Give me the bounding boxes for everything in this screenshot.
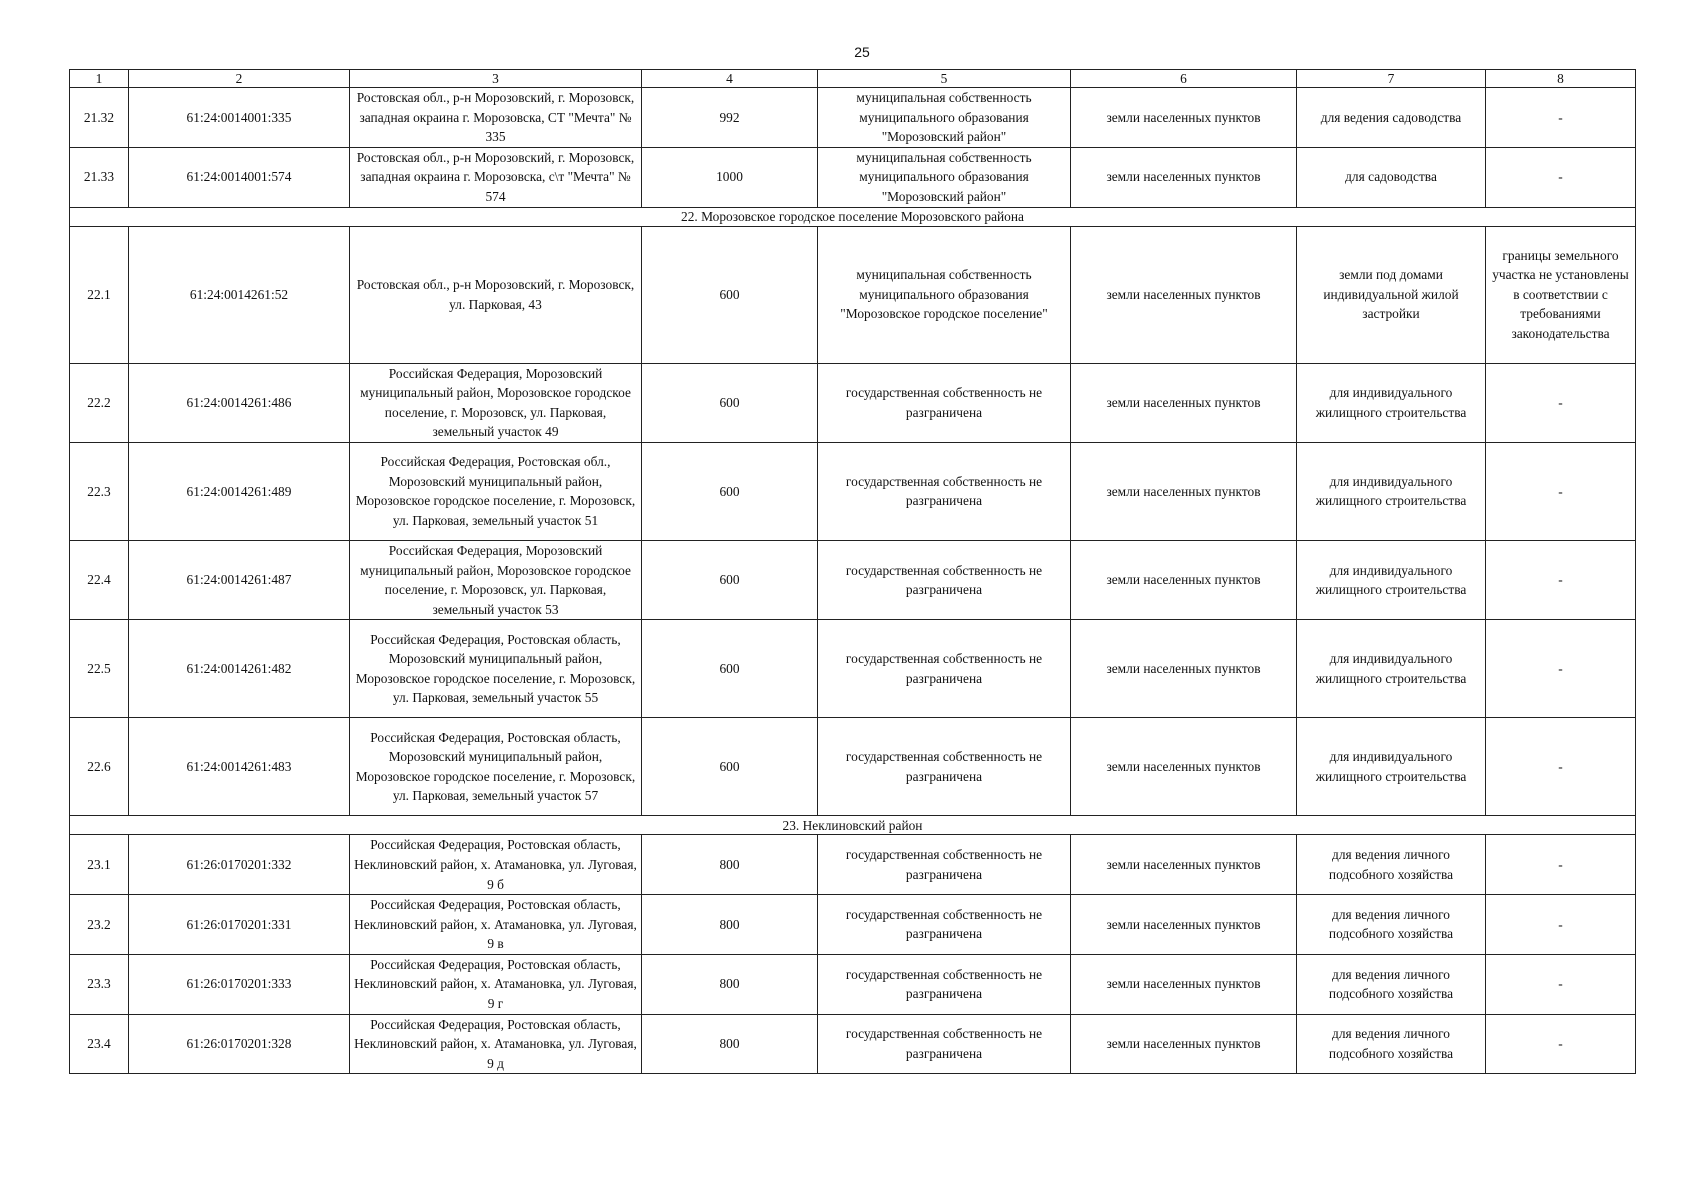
permitted-use-cell: для индивидуального жилищного строительства bbox=[1297, 718, 1486, 816]
area-cell: 992 bbox=[642, 88, 818, 148]
address-cell: Российская Федерация, Ростовская область, Морозовский муниципальный район, Морозовское городское поселение, г. Морозовск, ул. Парковая, земельный участок 57 bbox=[350, 718, 642, 816]
permitted-use-cell: для ведения личного подсобного хозяйства bbox=[1297, 954, 1486, 1014]
address-cell: Ростовская обл., р-н Морозовский, г. Морозовск, западная окраина г. Морозовска, с\т "Мечта" № 574 bbox=[350, 147, 642, 207]
notes-cell: - bbox=[1486, 895, 1636, 955]
ownership-cell: государственная собственность не разграничена bbox=[818, 363, 1071, 442]
permitted-use-cell: для индивидуального жилищного строительства bbox=[1297, 620, 1486, 718]
row-number-cell: 22.2 bbox=[70, 363, 129, 442]
land-category-cell: земли населенных пунктов bbox=[1071, 540, 1297, 619]
address-cell: Ростовская обл., р-н Морозовский, г. Морозовск, западная окраина г. Морозовска, СТ "Мечта" № 335 bbox=[350, 88, 642, 148]
cadastral-number-cell: 61:24:0014261:482 bbox=[129, 620, 350, 718]
area-cell: 600 bbox=[642, 620, 818, 718]
land-category-cell: земли населенных пунктов bbox=[1071, 442, 1297, 540]
table-row bbox=[70, 835, 1636, 895]
permitted-use-cell: для ведения личного подсобного хозяйства bbox=[1297, 835, 1486, 895]
area-cell: 1000 bbox=[642, 147, 818, 207]
permitted-use-cell: для ведения личного подсобного хозяйства bbox=[1297, 895, 1486, 955]
row-number-cell: 21.32 bbox=[70, 88, 129, 148]
permitted-use-cell: для ведения личного подсобного хозяйства bbox=[1297, 1014, 1486, 1074]
table-row bbox=[70, 1014, 1636, 1074]
table-row bbox=[70, 718, 1636, 816]
ownership-cell: государственная собственность не разграничена bbox=[818, 540, 1071, 619]
address-cell: Российская Федерация, Морозовский муниципальный район, Морозовское городское поселение, г. Морозовск, ул. Парковая, земельный участок 53 bbox=[350, 540, 642, 619]
ownership-cell: муниципальная собственность муниципального образования "Морозовское городское поселение" bbox=[818, 226, 1071, 363]
cadastral-number-cell: 61:24:0014261:486 bbox=[129, 363, 350, 442]
cadastral-number-cell: 61:26:0170201:332 bbox=[129, 835, 350, 895]
address-cell: Российская Федерация, Ростовская область, Неклиновский район, х. Атамановка, ул. Луговая, 9 б bbox=[350, 835, 642, 895]
land-category-cell: земли населенных пунктов bbox=[1071, 620, 1297, 718]
permitted-use-cell: для индивидуального жилищного строительства bbox=[1297, 363, 1486, 442]
table-row bbox=[70, 226, 1636, 363]
notes-cell: - bbox=[1486, 147, 1636, 207]
address-cell: Российская Федерация, Морозовский муниципальный район, Морозовское городское поселение, г. Морозовск, ул. Парковая, земельный участок 49 bbox=[350, 363, 642, 442]
ownership-cell: государственная собственность не разграничена bbox=[818, 1014, 1071, 1074]
permitted-use-cell: для ведения садоводства bbox=[1297, 88, 1486, 148]
land-category-cell: земли населенных пунктов bbox=[1071, 835, 1297, 895]
row-number-cell: 23.4 bbox=[70, 1014, 129, 1074]
ownership-cell: государственная собственность не разграничена bbox=[818, 442, 1071, 540]
ownership-cell: муниципальная собственность муниципального образования "Морозовский район" bbox=[818, 88, 1071, 148]
cadastral-number-cell: 61:26:0170201:333 bbox=[129, 954, 350, 1014]
row-number-cell: 23.2 bbox=[70, 895, 129, 955]
land-category-cell: земли населенных пунктов bbox=[1071, 954, 1297, 1014]
column-number-header-row bbox=[70, 70, 1636, 88]
notes-cell: - bbox=[1486, 363, 1636, 442]
permitted-use-cell: для индивидуального жилищного строительства bbox=[1297, 540, 1486, 619]
table-row bbox=[70, 442, 1636, 540]
area-cell: 600 bbox=[642, 442, 818, 540]
row-number-cell: 22.4 bbox=[70, 540, 129, 619]
notes-cell: - bbox=[1486, 954, 1636, 1014]
page-number: 25 bbox=[854, 44, 870, 60]
section-header-row bbox=[70, 207, 1636, 226]
permitted-use-cell: земли под домами индивидуальной жилой застройки bbox=[1297, 226, 1486, 363]
column-number-cell: 7 bbox=[1297, 70, 1486, 88]
cadastral-number-cell: 61:26:0170201:328 bbox=[129, 1014, 350, 1074]
cadastral-number-cell: 61:24:0014001:574 bbox=[129, 147, 350, 207]
row-number-cell: 22.3 bbox=[70, 442, 129, 540]
land-category-cell: земли населенных пунктов bbox=[1071, 363, 1297, 442]
section-title: 22. Морозовское городское поселение Морозовского района bbox=[70, 207, 1636, 226]
row-number-cell: 21.33 bbox=[70, 147, 129, 207]
notes-cell: - bbox=[1486, 835, 1636, 895]
table-row bbox=[70, 954, 1636, 1014]
address-cell: Российская Федерация, Ростовская обл., Морозовский муниципальный район, Морозовское городское поселение, г. Морозовск, ул. Парковая, земельный участок 51 bbox=[350, 442, 642, 540]
cadastral-number-cell: 61:26:0170201:331 bbox=[129, 895, 350, 955]
notes-cell: границы земельного участка не установлены в соответствии с требованиями законодательства bbox=[1486, 226, 1636, 363]
notes-cell: - bbox=[1486, 718, 1636, 816]
notes-cell: - bbox=[1486, 620, 1636, 718]
row-number-cell: 23.1 bbox=[70, 835, 129, 895]
land-category-cell: земли населенных пунктов bbox=[1071, 88, 1297, 148]
table-row bbox=[70, 540, 1636, 619]
address-cell: Ростовская обл., р-н Морозовский, г. Морозовск, ул. Парковая, 43 bbox=[350, 226, 642, 363]
column-number-cell: 8 bbox=[1486, 70, 1636, 88]
permitted-use-cell: для садоводства bbox=[1297, 147, 1486, 207]
column-number-cell: 6 bbox=[1071, 70, 1297, 88]
row-number-cell: 22.5 bbox=[70, 620, 129, 718]
area-cell: 800 bbox=[642, 954, 818, 1014]
notes-cell: - bbox=[1486, 88, 1636, 148]
column-number-cell: 5 bbox=[818, 70, 1071, 88]
ownership-cell: государственная собственность не разграничена bbox=[818, 835, 1071, 895]
land-plots-table bbox=[69, 69, 1636, 1074]
row-number-cell: 22.6 bbox=[70, 718, 129, 816]
area-cell: 600 bbox=[642, 718, 818, 816]
land-category-cell: земли населенных пунктов bbox=[1071, 718, 1297, 816]
ownership-cell: государственная собственность не разграничена bbox=[818, 718, 1071, 816]
table-row bbox=[70, 620, 1636, 718]
table-row bbox=[70, 363, 1636, 442]
table-row bbox=[70, 895, 1636, 955]
address-cell: Российская Федерация, Ростовская область, Неклиновский район, х. Атамановка, ул. Луговая, 9 в bbox=[350, 895, 642, 955]
section-title: 23. Неклиновский район bbox=[70, 816, 1636, 835]
column-number-cell: 4 bbox=[642, 70, 818, 88]
section-header-row bbox=[70, 816, 1636, 835]
address-cell: Российская Федерация, Ростовская область, Неклиновский район, х. Атамановка, ул. Луговая, 9 г bbox=[350, 954, 642, 1014]
ownership-cell: государственная собственность не разграничена bbox=[818, 895, 1071, 955]
notes-cell: - bbox=[1486, 540, 1636, 619]
land-category-cell: земли населенных пунктов bbox=[1071, 226, 1297, 363]
area-cell: 800 bbox=[642, 895, 818, 955]
ownership-cell: государственная собственность не разграничена bbox=[818, 620, 1071, 718]
cadastral-number-cell: 61:24:0014261:483 bbox=[129, 718, 350, 816]
area-cell: 600 bbox=[642, 226, 818, 363]
address-cell: Российская Федерация, Ростовская область, Морозовский муниципальный район, Морозовское городское поселение, г. Морозовск, ул. Парковая, земельный участок 55 bbox=[350, 620, 642, 718]
row-number-cell: 23.3 bbox=[70, 954, 129, 1014]
address-cell: Российская Федерация, Ростовская область, Неклиновский район, х. Атамановка, ул. Луговая, 9 д bbox=[350, 1014, 642, 1074]
permitted-use-cell: для индивидуального жилищного строительства bbox=[1297, 442, 1486, 540]
cadastral-number-cell: 61:24:0014261:487 bbox=[129, 540, 350, 619]
area-cell: 800 bbox=[642, 1014, 818, 1074]
column-number-cell: 2 bbox=[129, 70, 350, 88]
land-category-cell: земли населенных пунктов bbox=[1071, 1014, 1297, 1074]
notes-cell: - bbox=[1486, 442, 1636, 540]
table-body bbox=[70, 70, 1636, 1074]
cadastral-number-cell: 61:24:0014001:335 bbox=[129, 88, 350, 148]
column-number-cell: 1 bbox=[70, 70, 129, 88]
notes-cell: - bbox=[1486, 1014, 1636, 1074]
table-row bbox=[70, 88, 1636, 148]
cadastral-number-cell: 61:24:0014261:489 bbox=[129, 442, 350, 540]
land-category-cell: земли населенных пунктов bbox=[1071, 895, 1297, 955]
area-cell: 600 bbox=[642, 363, 818, 442]
cadastral-number-cell: 61:24:0014261:52 bbox=[129, 226, 350, 363]
column-number-cell: 3 bbox=[350, 70, 642, 88]
ownership-cell: государственная собственность не разграничена bbox=[818, 954, 1071, 1014]
area-cell: 800 bbox=[642, 835, 818, 895]
land-category-cell: земли населенных пунктов bbox=[1071, 147, 1297, 207]
table-row bbox=[70, 147, 1636, 207]
ownership-cell: муниципальная собственность муниципального образования "Морозовский район" bbox=[818, 147, 1071, 207]
area-cell: 600 bbox=[642, 540, 818, 619]
row-number-cell: 22.1 bbox=[70, 226, 129, 363]
